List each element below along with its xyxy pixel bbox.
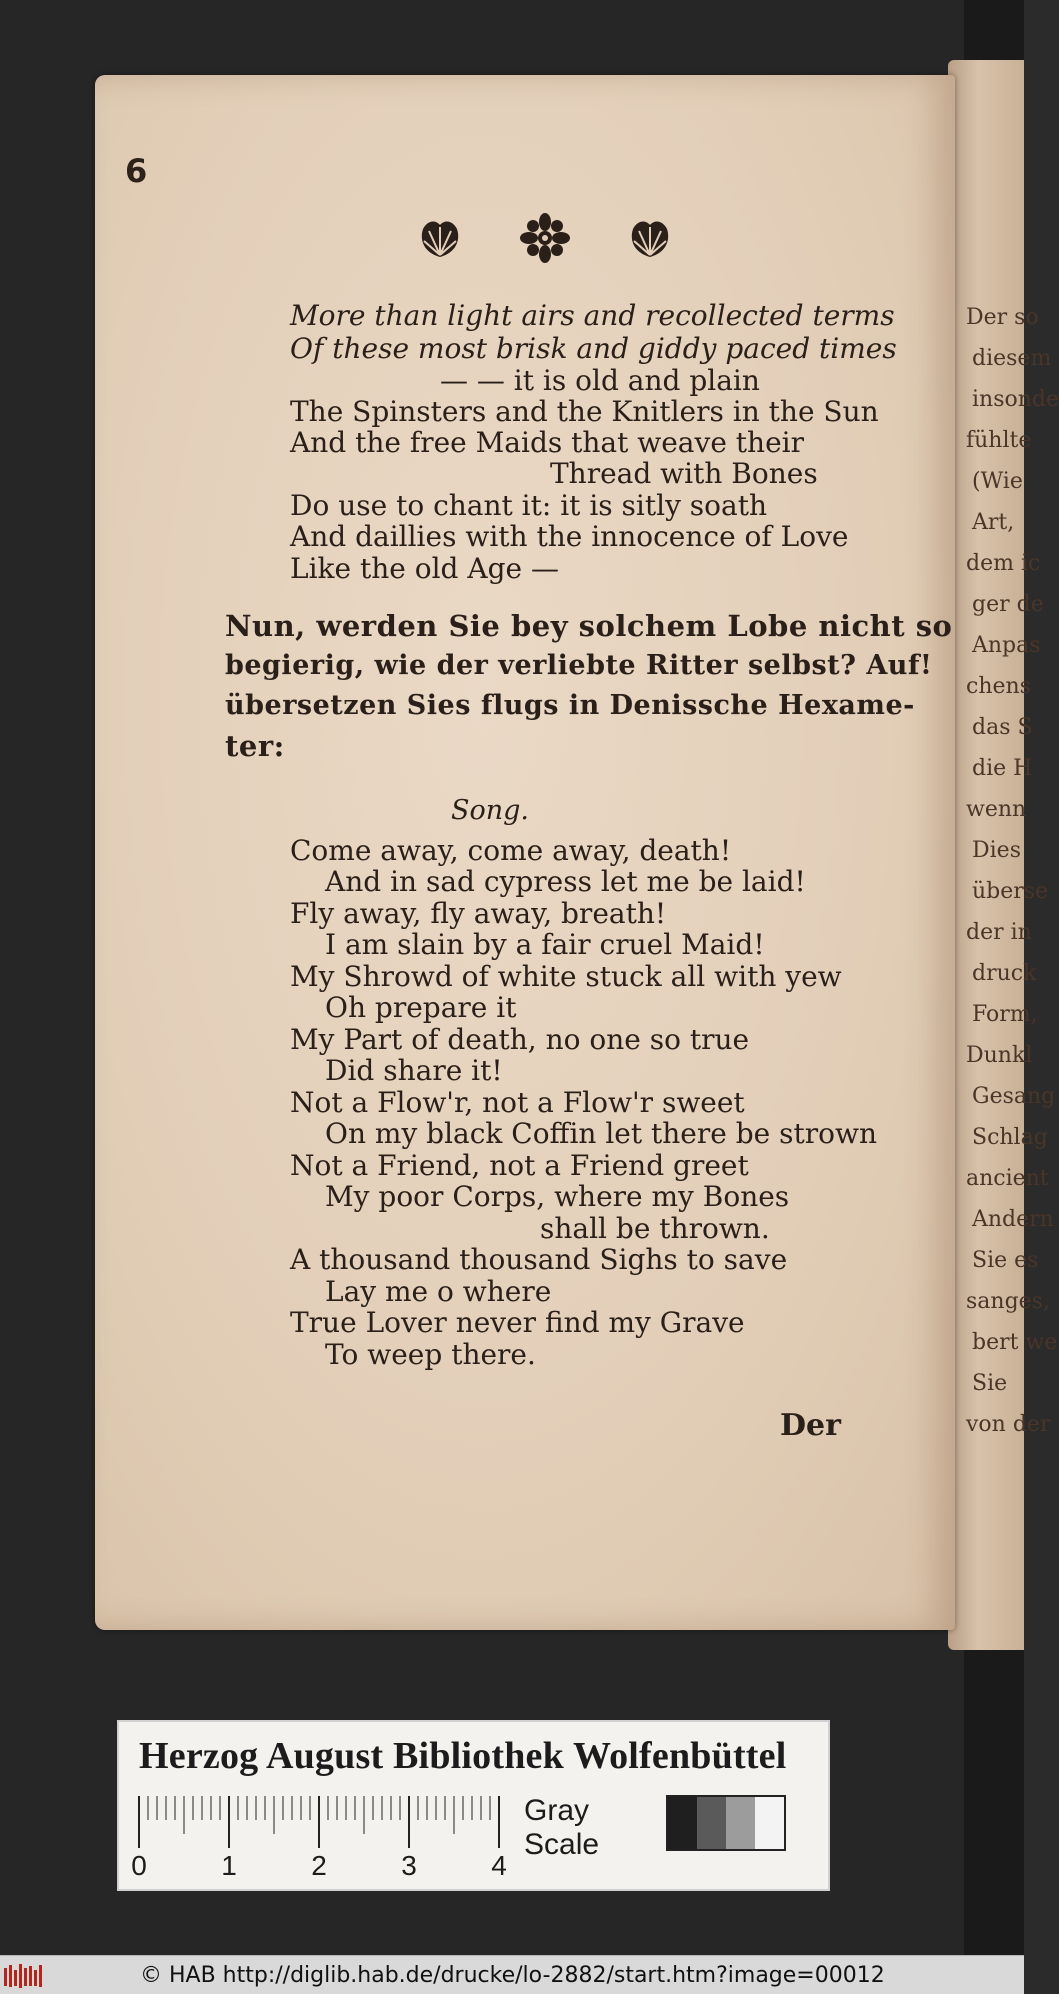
facing-page-fragment: der in (966, 920, 1032, 945)
facing-page-fragment: von der (966, 1412, 1051, 1437)
facing-page-fragment: wenn (966, 797, 1027, 822)
song-line: And in sad cypress let me be laid! (325, 865, 806, 898)
song-line: shall be thrown. (540, 1212, 770, 1245)
song-line: Did share it! (325, 1054, 503, 1087)
page-number: 6 (125, 152, 148, 190)
song-line: A thousand thousand Sighs to save (290, 1243, 788, 1276)
song-line: To weep there. (325, 1338, 536, 1371)
facing-page-fragment: chens (966, 674, 1031, 699)
gray-patch (755, 1797, 784, 1849)
prose-line: ter: (225, 729, 285, 763)
prose-line: begierig, wie der verliebte Ritter selbst? Auf! (225, 650, 933, 681)
facing-page-fragment: ger de (972, 592, 1044, 617)
facing-page-fragment: Schlag (972, 1125, 1048, 1150)
copyright-url[interactable]: © HAB http://diglib.hab.de/drucke/lo-2882/start.htm?image=00012 (140, 1963, 885, 1988)
facing-page-fragment: Sie es (972, 1248, 1039, 1273)
poem-line: The Spinsters and the Knitlers in the Sun (290, 395, 879, 428)
facing-page-fragment: Form, (972, 1002, 1038, 1027)
song-line: Lay me o where (325, 1275, 552, 1308)
song-line: I am slain by a fair cruel Maid! (325, 928, 765, 961)
prose-line: Nun, werden Sie bey solchem Lobe nicht so (225, 609, 953, 643)
song-verses (290, 834, 877, 1375)
poem-line: Of these most brisk and giddy paced times (290, 332, 897, 365)
facing-page-fragment: das S (972, 715, 1033, 740)
song-line: My Shrowd of white stuck all with yew (290, 960, 842, 993)
facing-page-fragment: Art, (972, 510, 1015, 535)
song-line: My Part of death, no one so true (290, 1023, 750, 1056)
facing-page-fragment: Sie (972, 1371, 1008, 1396)
poem-quotation (290, 299, 897, 590)
gray-patch (668, 1797, 697, 1849)
shell-ornament-icon (625, 213, 675, 263)
song-title: Song. (450, 795, 529, 826)
poem-line: Like the old Age — (290, 552, 559, 585)
ruler-label: 3 (401, 1850, 417, 1881)
facing-page-fragment: sanges, (966, 1289, 1050, 1314)
poem-line: Do use to chant it: it is sitly soath (290, 489, 768, 522)
facing-page-fragment: Dies (972, 838, 1021, 863)
song-line: Fly away, fly away, breath! (290, 897, 667, 930)
song-line: Oh prepare it (325, 991, 517, 1024)
prose-line: übersetzen Sies flugs in Denissche Hexame- (225, 690, 915, 721)
poem-line: — — it is old and plain (440, 364, 760, 397)
facing-page-fragment: bert we (972, 1330, 1058, 1355)
song-line: Come away, come away, death! (290, 834, 732, 867)
facing-page-fragment: überse (972, 879, 1049, 904)
ruler-label: 1 (221, 1850, 237, 1881)
facing-page-fragment: Anpas (972, 633, 1041, 658)
facing-page-fragment: fühlte (966, 428, 1032, 453)
grayscale-label: Gray Scale (524, 1794, 600, 1861)
german-paragraph (225, 609, 953, 770)
ruler-label: 0 (131, 1850, 147, 1881)
catchword: Der (780, 1408, 841, 1443)
hab-logo-icon (2, 1962, 48, 1990)
facing-page (948, 60, 1059, 1650)
poem-line: And the free Maids that weave their (290, 426, 804, 459)
color-target (117, 1720, 830, 1891)
poem-line: More than light airs and recollected terms (290, 299, 895, 332)
ruler-label: 2 (311, 1850, 327, 1881)
facing-page-fragment: Andern (972, 1207, 1054, 1232)
song-line: True Lover never find my Grave (290, 1306, 745, 1339)
flower-ornament-icon (520, 213, 570, 263)
gray-patch (697, 1797, 726, 1849)
facing-page-fragment: Dunkl (966, 1043, 1033, 1068)
song-line: Not a Friend, not a Friend greet (290, 1149, 749, 1182)
poem-line: And daillies with the innocence of Love (290, 520, 849, 553)
facing-page-fragment: dem ic (966, 551, 1041, 576)
facing-page-fragment: diesem (972, 346, 1052, 371)
song-line: My poor Corps, where my Bones (325, 1180, 790, 1213)
facing-page-fragment: druck (972, 961, 1037, 986)
poem-line: Thread with Bones (550, 457, 818, 490)
song-line: On my black Coffin let there be strown (325, 1117, 877, 1150)
facing-page-fragment: ancient (966, 1166, 1049, 1191)
ruler-scale (137, 1794, 517, 1854)
facing-page-fragment: insonde (972, 387, 1059, 412)
facing-page-fragment: die H (972, 756, 1033, 781)
footer-bar (0, 1955, 1024, 1994)
library-name: Herzog August Bibliothek Wolfenbüttel (139, 1735, 787, 1777)
facing-page-fragment: Gesang (972, 1084, 1056, 1109)
facing-page-fragment: Der so (966, 305, 1039, 330)
shell-ornament-icon (415, 213, 465, 263)
gray-scale-patches (666, 1795, 786, 1851)
ornament-row (415, 213, 675, 269)
gray-patch (726, 1797, 755, 1849)
facing-page-fragment: (Wie (972, 469, 1023, 494)
song-line: Not a Flow'r, not a Flow'r sweet (290, 1086, 745, 1119)
ruler-label: 4 (491, 1850, 507, 1881)
